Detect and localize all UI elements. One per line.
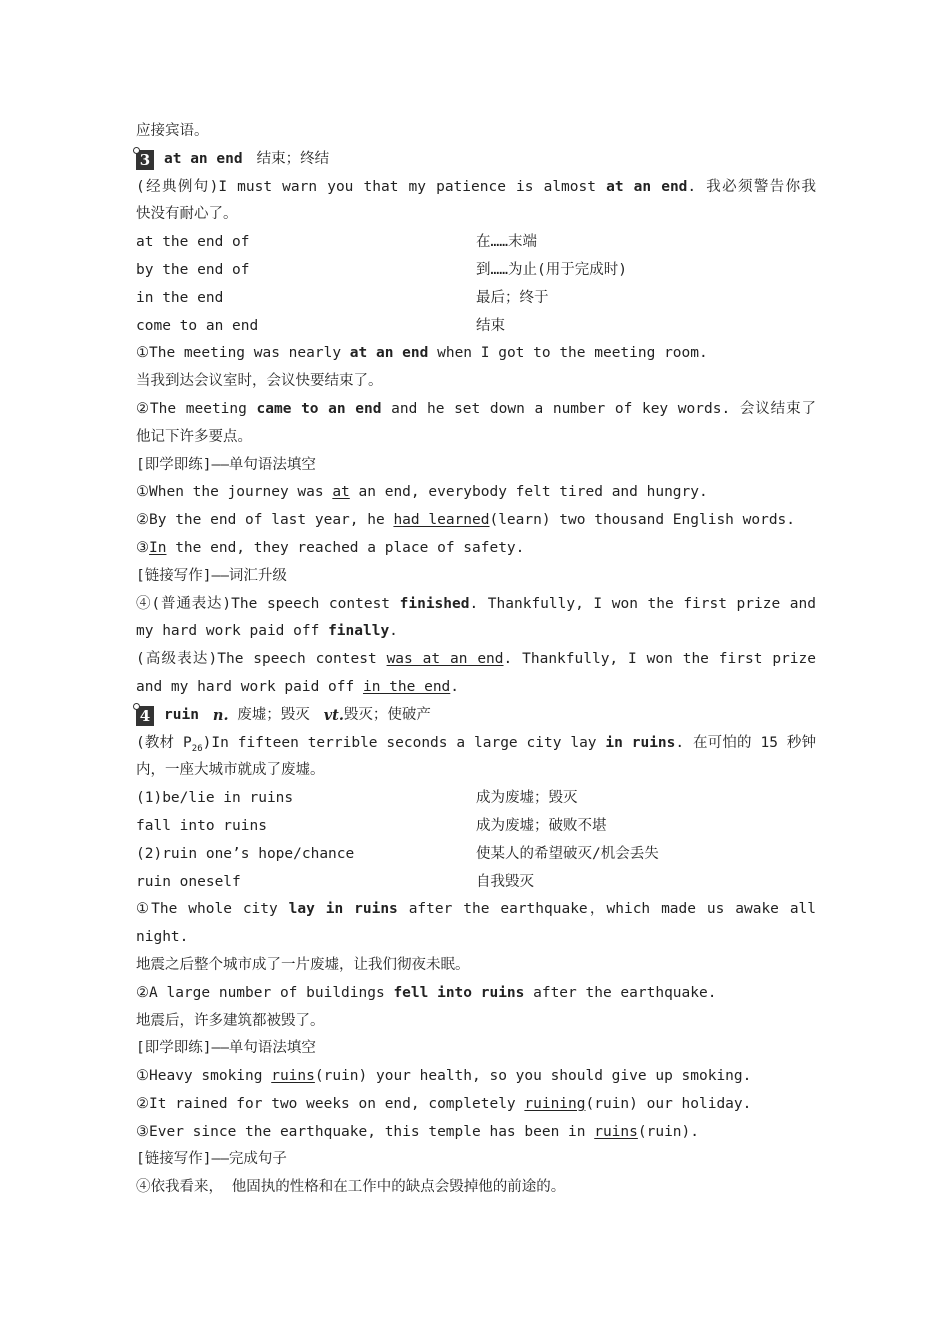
writing-heading: [链接写作]——完成句子	[136, 1151, 287, 1168]
example-sentence: (经典例句)I must warn you that my patience is almost at an end. 我必须警告你我	[136, 178, 817, 195]
entry-heading-ruin: 4 ruin n. 废墟；毁灭 vt. 毁灭；使破产	[136, 702, 816, 730]
answer-blank: In	[149, 539, 167, 556]
example-2: ②The meeting came to an end and he set down a number of key words. 会议结束了	[136, 400, 816, 417]
exercise-item: ②It rained for two weeks on end, completely ruining(ruin) our holiday.	[136, 1095, 752, 1112]
writing-plain-cont: my hard work paid off finally.	[136, 623, 398, 640]
exercise-item: ①When the journey was at an end, everybody felt tired and hungry.	[136, 484, 708, 501]
example-1: ①The whole city lay in ruins after the earthquake，which made us awake all	[136, 901, 817, 918]
exercise-item: ①Heavy smoking ruins(ruin) your health, so you should give up smoking.	[136, 1068, 752, 1085]
phrase-row: (2)ruin one’s hope/chance 使某人的希望破灭/机会丢失	[136, 845, 659, 862]
exercise-heading: [即学即练]——单句语法填空	[136, 1040, 316, 1057]
answer-blank: at	[332, 484, 350, 501]
writing-advanced: (高级表达)The speech contest was at an end. Thankfully, I won the first prize	[136, 651, 816, 668]
example-1-translation: 地震之后整个城市成了一片废墟，让我们彻夜未眠。	[136, 956, 470, 973]
phrase-row: ruin oneself 自我毁灭	[136, 873, 534, 890]
answer-blank: ruining	[524, 1095, 586, 1112]
phrase-row: by the end of 到……为止(用于完成时)	[136, 261, 627, 278]
example-2-translation: 他记下许多要点。	[136, 428, 252, 445]
example-translation: 快没有耐心了。	[136, 206, 238, 223]
writing-heading: [链接写作]——词汇升级	[136, 567, 287, 584]
entry-meaning: 结束；终结	[256, 150, 330, 167]
entry-number-badge: 3	[136, 150, 154, 170]
example-1-cont: night.	[136, 929, 189, 946]
example-1-translation: 当我到达会议室时，会议快要结束了。	[136, 373, 383, 390]
writing-advanced-cont: and my hard work paid off in the end.	[136, 678, 460, 695]
entry-heading-at-an-end	[136, 146, 816, 174]
example-2: ②A large number of buildings fell into ruins after the earthquake.	[136, 984, 717, 1001]
entry-term: ruin	[164, 706, 199, 723]
answer-blank: had learned	[393, 512, 490, 529]
example-translation: 内，一座大城市就成了废墟。	[136, 762, 325, 779]
example-sentence: (教材 $P_{26})In$ fifteen terrible seconds a large city lay in ruins. 在可怕的 15 秒钟	[136, 734, 816, 754]
exercise-heading: [即学即练]——单句语法填空	[136, 456, 316, 473]
phrase-row: (1)be/lie in ruins 成为废墟；毁灭	[136, 790, 578, 807]
answer-blank: was at an end	[386, 651, 504, 668]
document-page	[136, 118, 816, 1202]
answer-blank: ruins	[594, 1123, 638, 1140]
exercise-item: ②By the end of last year, he had learned(learn) two thousand English words.	[136, 512, 796, 529]
exercise-item: ③Ever since the earthquake, this temple has been in ruins(ruin).	[136, 1123, 699, 1140]
answer-blank: ruins	[271, 1068, 315, 1085]
phrase-row: fall into ruins 成为废墟；破败不堪	[136, 817, 607, 834]
phrase-row: at the end of 在……末端	[136, 234, 537, 251]
answer-blank: in the end	[362, 678, 451, 695]
writing-plain: ④(普通表达)The speech contest finished. Thankfully, I won the first prize and	[136, 595, 816, 612]
exercise-item: ③In the end, they reached a place of safety.	[136, 539, 525, 556]
phrase-row: in the end 最后；终于	[136, 289, 549, 306]
example-1: ①The meeting was nearly at an end when I got to the meeting room.	[136, 345, 708, 362]
example-2-translation: 地震后，许多建筑都被毁了。	[136, 1012, 325, 1029]
entry-term: at an end	[164, 150, 243, 167]
entry-number-badge: 4	[136, 706, 154, 726]
text-line: 应接宾语。	[136, 123, 209, 139]
phrase-row: come to an end 结束	[136, 317, 505, 334]
writing-item: ④依我看来， 他固执的性格和在工作中的缺点会毁掉他的前途的。	[136, 1179, 566, 1196]
